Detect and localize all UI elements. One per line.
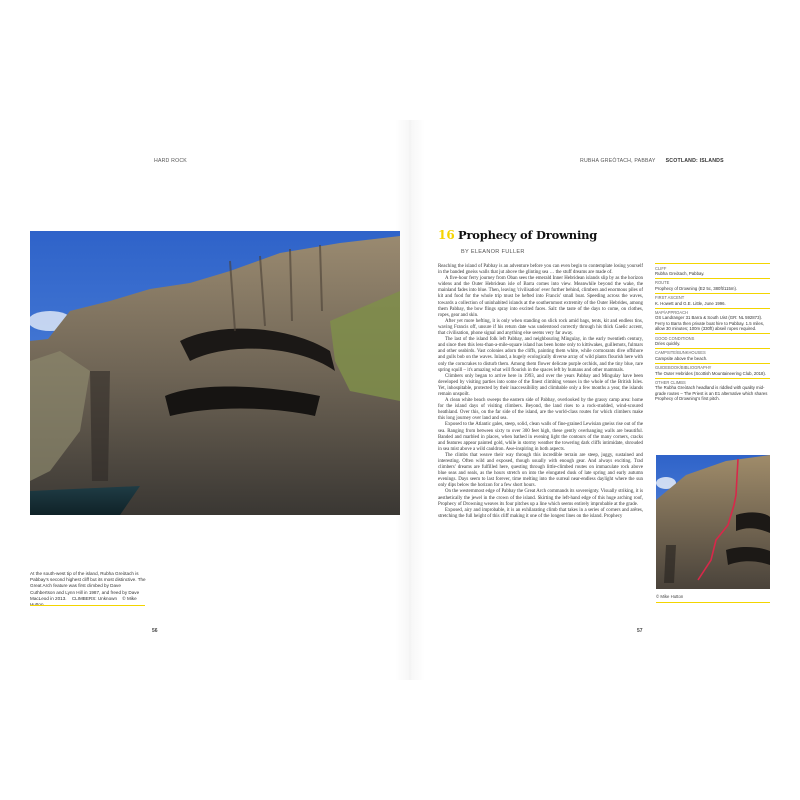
- body-paragraph: On the westernmost edge of Pabbay the Great Arch commands its sovereignty. Visually striking, it is aesthetically the jewel in the crown of the island. Skirting the left-hand edge of this huge arching roof, Prophecy of Drowning weaves its four pitches up a line which seems entirely improbable at the grade.: [438, 489, 643, 507]
- info-value: K. Howett and G.E. Little, June 1996.: [655, 300, 726, 306]
- running-head-left: HARD ROCK: [154, 158, 187, 164]
- page-number-right: 57: [637, 628, 643, 634]
- info-guidebook: [655, 363, 770, 378]
- info-campsite: [655, 348, 770, 363]
- caption-copyright: © Mike: [122, 595, 137, 601]
- page-number-left: 56: [152, 628, 158, 634]
- info-value: Prophecy of Drowning (E2 5c, 380ft/115m).: [655, 285, 738, 291]
- topo-photo: [656, 455, 770, 589]
- route-header: [438, 228, 597, 242]
- body-paragraph: Climbers only began to arrive here in 1993, and over the years Pabbay and Mingulay have been developed by visiting parties into some of the finest climbing venues in the whole of the British Isles. Yet, inhospitable, protected by their inaccessibility and climbable only a few months a year, the islands remain unspoilt.: [438, 373, 643, 397]
- body-paragraph: Reaching the island of Pabbay is an adventure before you can even begin to contemplate losing yourself in the banded gneiss walls that jut above the glinting sea … the stuff dreams are made of.: [438, 264, 643, 276]
- info-value: Dries quickly.: [655, 340, 681, 346]
- info-value: The Outer Hebrides (Scottish Mountaineering Club, 2018).: [655, 370, 767, 376]
- info-map-approach: [655, 308, 770, 333]
- info-other-climbs: [655, 378, 770, 403]
- info-good-conditions: [655, 333, 770, 348]
- running-head-location: RUBHA GREÒTACH, PABBAY: [580, 158, 656, 164]
- body-paragraph: After yet more hefting, it is only when standing on slick rock amid bags, tents, kit and endless tins, waving Francis off, unsure if his return date was understood correctly through his thick Gaelic accent, that civilisation, phone signal and anything else seems very far away.: [438, 318, 643, 337]
- info-label: FIRST ASCENT: [655, 295, 685, 301]
- info-cliff: [655, 263, 770, 278]
- info-label: GOOD CONDITIONS: [655, 335, 695, 341]
- topo-photo-graphic: [656, 455, 770, 589]
- article-body: [438, 264, 643, 520]
- route-info-box: [655, 263, 770, 403]
- caption-climbers: CLIMBERS: Unknown: [71, 595, 118, 601]
- caption-rule: [30, 605, 145, 606]
- info-label: MAP/APPROACH: [655, 310, 688, 316]
- info-route: [655, 278, 770, 293]
- running-head-right: [580, 158, 724, 164]
- body-paragraph: A five-hour ferry journey from Oban sees the emerald Inner Hebridean islands slip by as the horizon widens and the Outer Hebridean isle of Barra comes into view. Meanwhile beyond the wake, the mainland fades into blue. Then, leaving 'civilisation' ever further behind, climbers and enormous piles of kit and food for the whole trip must be hefted into Francis' small boat. Speeding across the waves, towards a collection of uninhabited islands at the southernmost extremity of the Outer Hebrides, among them Pabbay, the bow flings spray into excited faces. Salt: the taste of the days to come, on clothes, ropes, gear and skin.: [438, 276, 643, 318]
- topo-rule: [656, 602, 770, 603]
- body-paragraph: The climbs that weave their way through this incredible terrain are steep, juggy, sustained and interesting. Often wild and exposed, though usually with enough gear. And always exciting. Trad climbers' dreams are fulfilled here, questing through little-climbed routes on immaculate rock above blue seas and seals, as the hours stretch on into the elongated dusk of late spring and early autumn evenings. Days seem to last forever, time melting into the surreal near-endless daylight where the sun only dips below the horizon for a few short hours.: [438, 452, 643, 489]
- route-number: 16: [438, 228, 455, 242]
- info-value: Rubha Greòtach, Pabbay.: [655, 270, 705, 276]
- info-first-ascent: [655, 293, 770, 308]
- byline: BY ELEANOR FULLER: [461, 249, 525, 255]
- hero-photo-cliff: [30, 231, 400, 515]
- info-label: OTHER CLIMBS: [655, 380, 686, 386]
- caption-text: At the south-west tip of the island, Rubha Greòtach is Pabbay's second highest cliff but its most distinctive. The Great Arch feature was first climbed by Dave Cuthbertson and Lynn Hill in 1987, and freed by Dave MacLeod in 2013.: [30, 571, 146, 601]
- body-paragraph: Exposed, airy and improbable, it is an exhilarating climb that takes in a series of corners and arêtes, stretching the full height of this cliff making it one of the longest lines on the island. Prophecy: [438, 507, 643, 519]
- info-value: The Rubha Greòtach headland is riddled with quality mid-grade routes – The Priest is an E1 alternative which shares Prophecy of Drowning's first pitch.: [655, 385, 768, 401]
- cliff-photo-graphic: [30, 231, 400, 515]
- info-label: CAMPSITE/BUNKHOUSES: [655, 350, 706, 356]
- running-head-section: SCOTLAND: ISLANDS: [665, 158, 724, 164]
- info-label: CLIFF: [655, 265, 667, 271]
- info-label: GUIDEBOOK/BIBLIOGRAPHY: [655, 365, 712, 371]
- photo-caption: [30, 571, 146, 608]
- route-title: Prophecy of Drowning: [458, 228, 598, 242]
- info-value: OS Landranger 31 Barra & South Uist (GR: NL 592873). Ferry to Barra then private boat hire to Pabbay. 1.5 miles, allow 30 minutes; 100m (330ft) abseil ropes required.: [655, 315, 765, 331]
- body-paragraph: A clean white beach sweeps the eastern side of Pabbay, overlooked by the grassy camp area: home for the island days of visiting climbers. Beyond, the land rises to a rock-studded, wind-scoured heathland. Over this, on the far side of the island, are the world-class routes for which climbers make this long journey over land and sea.: [438, 398, 643, 422]
- info-value: Campsite above the beach.: [655, 355, 708, 361]
- topo-credit: © Mike Hutton: [656, 594, 684, 599]
- body-paragraph: Exposed to the Atlantic gales, steep, solid, clean walls of fine-grained Lewisian gneiss rise out of the sea. Ranging from between sixty to over 300 feet high, these gently overhanging walls are beautiful. Banded and marbled in places, when bathed in evening light the contours of the many corners, cracks and features appear painted gold, while in stormy weather the towering dark cliffs intimidate, shrouded in sea mist above a wild cauldron. Awe-inspiring in both aspects.: [438, 422, 643, 452]
- info-label: ROUTE: [655, 280, 670, 286]
- body-paragraph: The last of the island folk left Pabbay, and neighbouring Mingulay, in the early twentieth century, and since then this less-than-a-mile-square island has been home only to kittiwakes, guillemots, fulmars and other seabirds. Vast colonies adorn the cliffs, painting them white, while cormorants dive offshore and gulls bob on the waves. Inland, a hugely ecologically diverse array of wild plants flourish here with only the corncrakes to disturb them. Among them flower delicate purple orchids, and the tiny blue, rare spring squill – it's amazing what will flourish in the spaces left by humans and other mammals.: [438, 337, 643, 373]
